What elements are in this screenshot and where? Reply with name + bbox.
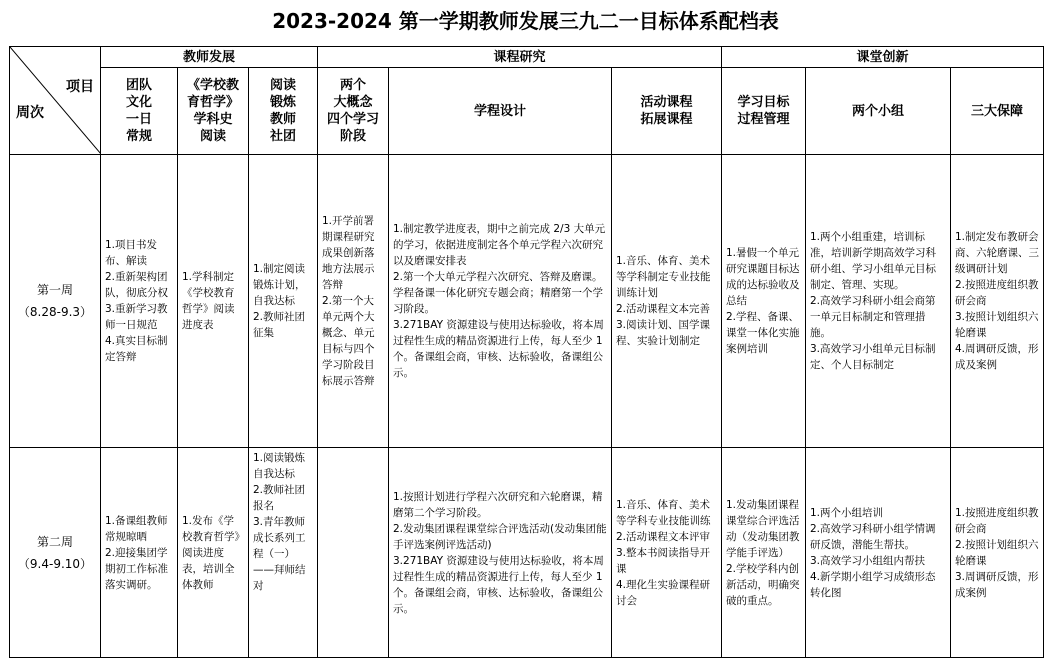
column-header: 三大保障 xyxy=(951,68,1044,155)
corner-item-label: 项目 xyxy=(66,79,94,95)
week-cell xyxy=(10,448,101,658)
table-cell: 1.两个小组培训 2.高效学习科研小组学情调研反馈，潜能生帮扶。 3.高效学习小组组内帮扶 4.新学期小组学习成绩形态转化图 xyxy=(806,448,951,658)
week-label: 第二周 xyxy=(36,534,73,549)
table-cell: 1.发动集团课程课堂综合评选活动（发动集团教学能手评选） 2.学校学科内创新活动，明确突破的重点。 xyxy=(722,448,806,658)
table-cell: 1.制定教学进度表，期中之前完成 2/3 大单元的学习，依据进度制定各个单元学程六次研究以及磨课安排表 2.第一个大单元学程六次研究、答辩及磨课。学程备课一体化研究专题会商；精磨第一个学习阶段。 3.271BAY 资源建设与使用达标验收，将本周过程性生成的精品资源进行上传，每人至少 1 个。备课组会商，审核、达标验收，备课组公示。 xyxy=(389,155,612,448)
column-header: 两个小组 xyxy=(806,68,951,155)
page-title: 2023-2024 第一学期教师发展三九二一目标体系配档表 xyxy=(272,9,779,33)
column-header: 学程设计 xyxy=(389,68,612,155)
column-header: 《学校教 育哲学》 学科史 阅读 xyxy=(178,68,249,155)
table-cell: 1.发布《学校教育哲学》阅读进度表，培训全体教师 xyxy=(178,448,249,658)
diagonal-line xyxy=(10,47,101,154)
corner-header xyxy=(10,47,101,155)
group-header-teacher: 教师发展 xyxy=(101,47,318,68)
week-dates: （8.28-9.3） xyxy=(17,305,93,319)
column-header: 学习目标 过程管理 xyxy=(722,68,806,155)
column-header: 活动课程 拓展课程 xyxy=(612,68,722,155)
table-cell: 1.制定阅读锻炼计划，自我达标 2.教师社团征集 xyxy=(249,155,318,448)
table-cell: 1.暑假一个单元研究课题目标达成的达标验收及总结 2.学程、备课、课堂一体化实施案例培训 xyxy=(722,155,806,448)
table-cell: 1.按照计划进行学程六次研究和六轮磨课，精磨第二个学习阶段。 2.发动集团课程课堂综合评选活动(发动集团能手评选案例评选活动) 3.271BAY 资源建设与使用达标验收，将本周过程性生成的精品资源进行上传，每人至少 1 个。备课组会商，审核、达标验收，备课组公示。 xyxy=(389,448,612,658)
group-header-class: 课堂创新 xyxy=(722,47,1044,68)
table-cell: 1.项目书发布、解读 2.重新架构团队，彻底分权 3.重新学习教师一日规范 4.真实目标制定答辩 xyxy=(101,155,178,448)
table-cell: 1.开学前署期课程研究成果创新落地方法展示答辩 2.第一个大单元两个大概念、单元目标与四个学习阶段目标展示答辩 xyxy=(318,155,389,448)
schedule-table xyxy=(9,46,1044,658)
table-row xyxy=(10,155,1044,448)
corner-week-label: 周次 xyxy=(16,105,44,121)
table-cell: 1.阅读锻炼自我达标 2.教师社团报名 3.青年教师成长系列工程（一）——拜师结对 xyxy=(249,448,318,658)
table-cell: 1.备课组教师常规晾晒 2.迎接集团学期初工作标准落实调研。 xyxy=(101,448,178,658)
column-header: 团队 文化 一日 常规 xyxy=(101,68,178,155)
column-header: 阅读 锻炼 教师 社团 xyxy=(249,68,318,155)
table-cell: 1.按照进度组织教研会商 2.按照计划组织六轮磨课 3.周调研反馈，形成案例 xyxy=(951,448,1044,658)
table-cell xyxy=(318,448,389,658)
column-header: 两个 大概念 四个学习 阶段 xyxy=(318,68,389,155)
week-cell xyxy=(10,155,101,448)
table-cell: 1.音乐、体育、美术等学科专业技能训练 2.活动课程文本评审 3.整本书阅读指导开课 4.理化生实验课程研讨会 xyxy=(612,448,722,658)
table-cell: 1.音乐、体育、美术等学科制定专业技能训练计划 2.活动课程文本完善 3.阅读计划、国学课程、实验计划制定 xyxy=(612,155,722,448)
table-row xyxy=(10,448,1044,658)
week-label: 第一周 xyxy=(36,283,73,297)
table-cell: 1.学科制定《学校教育哲学》阅读进度表 xyxy=(178,155,249,448)
table-cell: 1.制定发布教研会商、六轮磨课、三级调研计划 2.按照进度组织教研会商 3.按照计划组织六轮磨课 4.周调研反馈，形成及案例 xyxy=(951,155,1044,448)
table-cell: 1.两个小组重建，培训标准，培训新学期高效学习科研小组、学习小组单元目标制定、管理、实现。 2.高效学习科研小组会商第一单元目标制定和管理措施。 3.高效学习小组单元目标制定、个人目标制定 xyxy=(806,155,951,448)
group-header-course: 课程研究 xyxy=(318,47,722,68)
week-dates: （9.4-9.10） xyxy=(17,556,93,571)
